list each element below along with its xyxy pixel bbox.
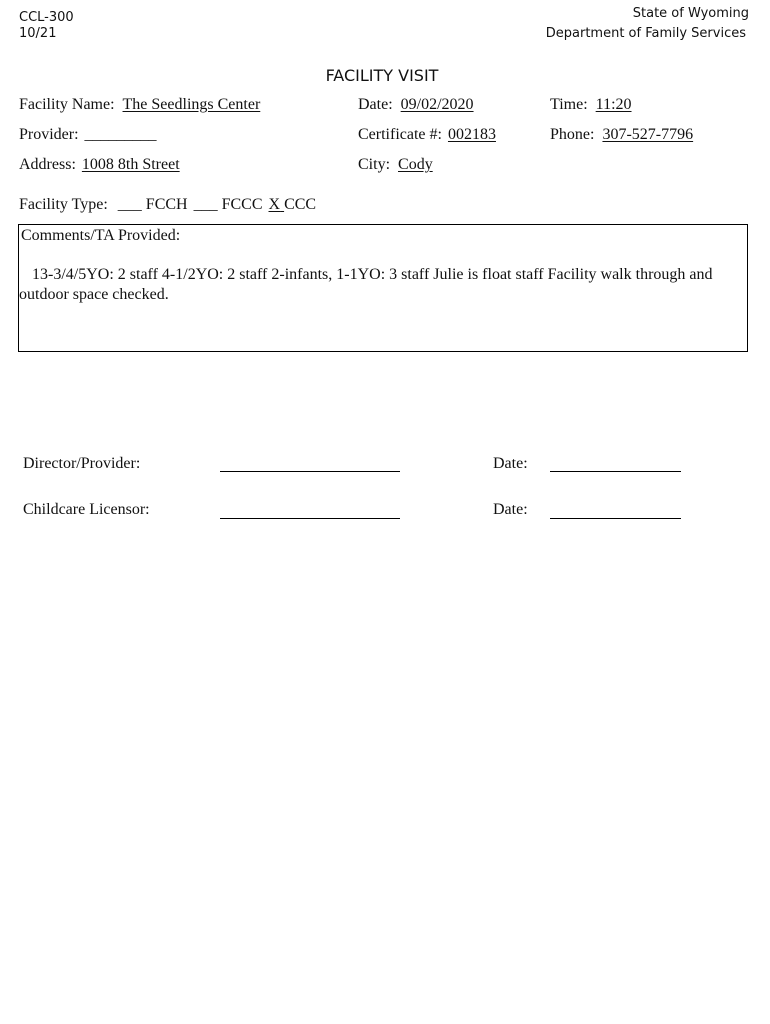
visit-time-row (550, 96, 632, 114)
childcare-licensor-label: Childcare Licensor: (23, 501, 150, 518)
visit-date-row (358, 96, 474, 114)
provider-row (19, 126, 157, 144)
facility-name-label: Facility Name: (19, 96, 115, 113)
page-title: FACILITY VISIT (325, 66, 439, 85)
city-label: City: (358, 156, 391, 173)
provider-label: Provider: (19, 126, 79, 143)
address-value: 1008 8th Street (81, 156, 180, 173)
facility-type-row (19, 196, 316, 214)
comments-line-2: outdoor space checked. (19, 286, 169, 303)
provider-value: _________ (84, 126, 157, 143)
certificate-value: 002183 (447, 126, 496, 143)
comments-label: Comments/TA Provided: (21, 227, 181, 244)
licensor-date-line (550, 518, 681, 519)
city-value: Cody (398, 156, 433, 173)
fcch-option: FCCH (145, 196, 188, 213)
phone-row (550, 126, 693, 144)
ccc-option: CCC (284, 196, 317, 213)
certificate-row (358, 126, 496, 144)
facility-name-row (19, 96, 260, 114)
city-row (358, 156, 433, 174)
director-date-label: Date: (493, 455, 528, 472)
visit-date-label: Date: (358, 96, 393, 113)
fccc-option: FCCC (221, 196, 263, 213)
comments-line-1: 13-3/4/5YO: 2 staff 4-1/2YO: 2 staff 2-infants, 1-1YO: 3 staff Julie is float staff Facility walk through and (32, 266, 713, 283)
director-signature-line (220, 471, 400, 472)
ccc-checkbox-mark: X (268, 196, 281, 213)
certificate-label: Certificate #: (358, 126, 442, 143)
licensor-signature-line (220, 518, 400, 519)
facility-type-label: Facility Type: (19, 196, 108, 213)
phone-value: 307-527-7796 (602, 126, 694, 143)
address-row (19, 156, 180, 174)
director-provider-label: Director/Provider: (23, 455, 141, 472)
visit-time-value: 11:20 (595, 96, 632, 113)
comments-box (18, 224, 748, 352)
agency-state: State of Wyoming (632, 6, 749, 21)
visit-date-value: 09/02/2020 (400, 96, 474, 113)
phone-label: Phone: (550, 126, 595, 143)
form-id: CCL-300 (19, 10, 74, 25)
licensor-date-label: Date: (493, 501, 528, 518)
fccc-checkbox-mark: ___ (193, 196, 218, 213)
visit-time-label: Time: (550, 96, 588, 113)
facility-name-value: The Seedlings Center (122, 96, 261, 113)
director-date-line (550, 471, 681, 472)
fcch-checkbox-mark: ___ (117, 196, 142, 213)
form-date: 10/21 (19, 26, 57, 41)
agency-department: Department of Family Services (545, 26, 746, 41)
address-label: Address: (19, 156, 76, 173)
